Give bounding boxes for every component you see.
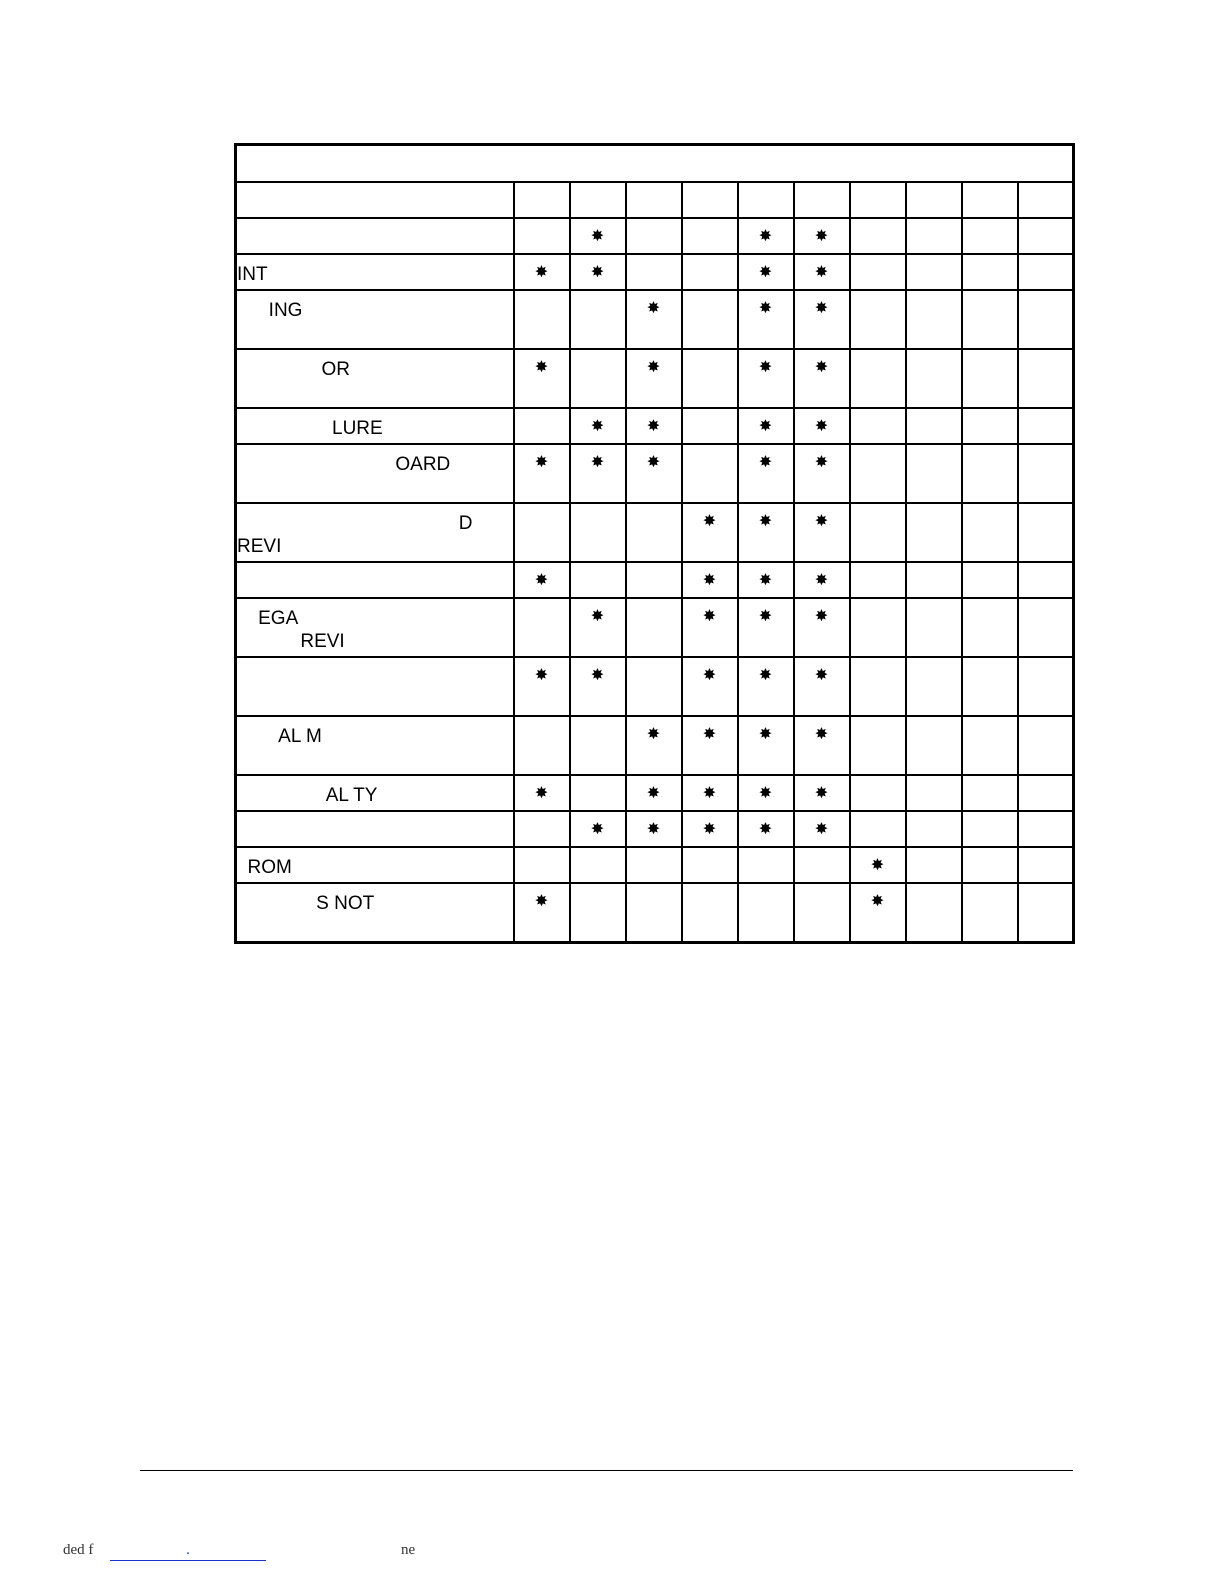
row-label: ING: [237, 300, 303, 321]
footer-rule: [140, 1470, 1073, 1471]
asterisk-icon: ✸: [814, 357, 829, 376]
mark-cell: [850, 349, 906, 408]
mark-cell: [1018, 716, 1074, 775]
row-label: EGA REVI: [258, 608, 345, 652]
asterisk-icon: ✸: [758, 298, 773, 317]
mark-cell: [962, 775, 1018, 811]
table-header-row: [236, 182, 1074, 218]
asterisk-icon: ✸: [758, 262, 773, 281]
mark-cell: [1018, 349, 1074, 408]
asterisk-icon: ✸: [590, 416, 605, 435]
table-row: [236, 883, 1074, 943]
row-label-cell: [236, 657, 514, 716]
mark-cell: [794, 254, 850, 290]
row-label: S NOT: [237, 893, 375, 914]
mark-cell: [794, 290, 850, 349]
mark-cell: [514, 811, 570, 847]
mark-cell: [962, 598, 1018, 657]
mark-cell: [738, 408, 794, 444]
mark-cell: [850, 408, 906, 444]
mark-cell: [906, 290, 962, 349]
mark-cell: [682, 562, 738, 598]
mark-cell: [1018, 408, 1074, 444]
mark-cell: [906, 775, 962, 811]
mark-cell: [850, 811, 906, 847]
mark-cell: [906, 811, 962, 847]
row-label-cell: [236, 562, 514, 598]
mark-cell: [738, 811, 794, 847]
asterisk-icon: ✸: [646, 298, 661, 317]
mark-cell: [962, 811, 1018, 847]
mark-cell: [514, 847, 570, 883]
mark-cell: [514, 657, 570, 716]
asterisk-icon: ✸: [534, 891, 549, 910]
mark-cell: [794, 218, 850, 254]
asterisk-icon: ✸: [534, 262, 549, 281]
mark-cell: [850, 444, 906, 503]
asterisk-icon: ✸: [534, 665, 549, 684]
mark-cell: [570, 775, 626, 811]
mark-cell: [906, 444, 962, 503]
row-label-cell: [236, 408, 514, 444]
mark-cell: [850, 883, 906, 943]
mark-cell: [514, 349, 570, 408]
row-label: OARD: [237, 454, 451, 475]
mark-cell: [682, 716, 738, 775]
mark-cell: [906, 503, 962, 562]
asterisk-icon: ✸: [814, 298, 829, 317]
table-row: [236, 218, 1074, 254]
mark-cell: [514, 503, 570, 562]
asterisk-icon: ✸: [646, 819, 661, 838]
asterisk-icon: ✸: [814, 452, 829, 471]
mark-cell: [626, 716, 682, 775]
asterisk-icon: ✸: [590, 452, 605, 471]
mark-cell: [850, 254, 906, 290]
mark-cell: [570, 254, 626, 290]
asterisk-icon: ✸: [590, 819, 605, 838]
asterisk-icon: ✸: [534, 783, 549, 802]
row-label: AL M: [237, 726, 322, 747]
mark-cell: [906, 562, 962, 598]
mark-cell: [570, 444, 626, 503]
mark-cell: [682, 811, 738, 847]
table-row: [236, 254, 1074, 290]
mark-cell: [794, 444, 850, 503]
mark-cell: [794, 883, 850, 943]
mark-cell: [962, 503, 1018, 562]
mark-cell: [626, 254, 682, 290]
asterisk-icon: ✸: [646, 357, 661, 376]
data-table: [234, 143, 1075, 944]
asterisk-icon: ✸: [758, 606, 773, 625]
table-row: [236, 598, 1074, 657]
mark-cell: [962, 290, 1018, 349]
mark-cell: [514, 716, 570, 775]
mark-cell: [738, 349, 794, 408]
mark-cell: [850, 775, 906, 811]
mark-cell: [1018, 657, 1074, 716]
asterisk-icon: ✸: [814, 226, 829, 245]
mark-cell: [570, 883, 626, 943]
table-title-row: [236, 145, 1074, 183]
mark-cell: [850, 598, 906, 657]
table-row: [236, 847, 1074, 883]
footer-left-text: ded f: [63, 1542, 94, 1558]
mark-cell: [682, 657, 738, 716]
footer-right-text: ne: [401, 1542, 416, 1558]
mark-cell: [682, 598, 738, 657]
asterisk-icon: ✸: [590, 262, 605, 281]
row-label-cell: [236, 218, 514, 254]
mark-cell: [738, 716, 794, 775]
table-row: [236, 503, 1074, 562]
asterisk-icon: ✸: [758, 452, 773, 471]
mark-cell: [682, 218, 738, 254]
mark-cell: [514, 254, 570, 290]
table-row: [236, 811, 1074, 847]
mark-cell: [626, 562, 682, 598]
mark-cell: [738, 775, 794, 811]
mark-cell: [626, 847, 682, 883]
mark-cell: [514, 883, 570, 943]
row-label-cell: [236, 883, 514, 943]
mark-cell: [1018, 218, 1074, 254]
mark-cell: [794, 775, 850, 811]
header-cell: [962, 182, 1018, 218]
mark-cell: [850, 290, 906, 349]
mark-cell: [682, 408, 738, 444]
table-row: [236, 444, 1074, 503]
mark-cell: [794, 598, 850, 657]
asterisk-icon: ✸: [814, 416, 829, 435]
header-cell: [738, 182, 794, 218]
row-label-cell: [236, 349, 514, 408]
mark-cell: [962, 408, 1018, 444]
mark-cell: [1018, 847, 1074, 883]
asterisk-icon: ✸: [758, 724, 773, 743]
mark-cell: [850, 847, 906, 883]
asterisk-icon: ✸: [814, 511, 829, 530]
mark-cell: [794, 716, 850, 775]
mark-cell: [682, 254, 738, 290]
asterisk-icon: ✸: [758, 511, 773, 530]
mark-cell: [1018, 444, 1074, 503]
asterisk-icon: ✸: [814, 606, 829, 625]
mark-cell: [738, 254, 794, 290]
mark-cell: [682, 503, 738, 562]
mark-cell: [850, 218, 906, 254]
row-label-cell: [236, 254, 514, 290]
mark-cell: [794, 657, 850, 716]
mark-cell: [794, 503, 850, 562]
asterisk-icon: ✸: [758, 665, 773, 684]
header-cell: [626, 182, 682, 218]
mark-cell: [1018, 811, 1074, 847]
mark-cell: [738, 562, 794, 598]
asterisk-icon: ✸: [534, 452, 549, 471]
mark-cell: [570, 562, 626, 598]
mark-cell: [570, 218, 626, 254]
asterisk-icon: ✸: [814, 783, 829, 802]
mark-cell: [570, 349, 626, 408]
mark-cell: [906, 847, 962, 883]
mark-cell: [682, 775, 738, 811]
mark-cell: [570, 716, 626, 775]
asterisk-icon: ✸: [758, 416, 773, 435]
table-row: [236, 775, 1074, 811]
mark-cell: [962, 349, 1018, 408]
row-label-cell: [236, 598, 514, 657]
mark-cell: [626, 290, 682, 349]
header-cell: [682, 182, 738, 218]
header-cell: [1018, 182, 1074, 218]
row-label: [237, 219, 513, 227]
mark-cell: [626, 218, 682, 254]
mark-cell: [794, 408, 850, 444]
mark-cell: [962, 847, 1018, 883]
row-label-cell: [236, 290, 514, 349]
row-label: [237, 563, 513, 571]
asterisk-icon: ✸: [702, 665, 717, 684]
asterisk-icon: ✸: [534, 570, 549, 589]
row-label-cell: [236, 847, 514, 883]
asterisk-icon: ✸: [702, 819, 717, 838]
header-cell: [514, 182, 570, 218]
mark-cell: [850, 503, 906, 562]
mark-cell: [738, 290, 794, 349]
table-row: [236, 657, 1074, 716]
mark-cell: [906, 657, 962, 716]
mark-cell: [906, 254, 962, 290]
mark-cell: [682, 444, 738, 503]
asterisk-icon: ✸: [870, 855, 885, 874]
mark-cell: [738, 218, 794, 254]
mark-cell: [514, 562, 570, 598]
mark-cell: [682, 290, 738, 349]
mark-cell: [738, 503, 794, 562]
mark-cell: [906, 408, 962, 444]
asterisk-icon: ✸: [814, 262, 829, 281]
row-label: [237, 658, 513, 666]
mark-cell: [570, 290, 626, 349]
table-row: [236, 562, 1074, 598]
row-label-cell: [236, 444, 514, 503]
asterisk-icon: ✸: [814, 570, 829, 589]
asterisk-icon: ✸: [758, 783, 773, 802]
mark-cell: [626, 503, 682, 562]
table-row: [236, 290, 1074, 349]
row-label-cell: [236, 716, 514, 775]
asterisk-icon: ✸: [758, 570, 773, 589]
mark-cell: [570, 847, 626, 883]
row-label: ROM: [237, 857, 292, 878]
table-body: [236, 145, 1074, 943]
mark-cell: [962, 218, 1018, 254]
asterisk-icon: ✸: [758, 819, 773, 838]
mark-cell: [906, 349, 962, 408]
mark-cell: [738, 847, 794, 883]
asterisk-icon: ✸: [702, 783, 717, 802]
mark-cell: [514, 408, 570, 444]
mark-cell: [906, 218, 962, 254]
asterisk-icon: ✸: [702, 511, 717, 530]
mark-cell: [794, 349, 850, 408]
mark-cell: [850, 716, 906, 775]
mark-cell: [1018, 254, 1074, 290]
asterisk-icon: ✸: [646, 724, 661, 743]
mark-cell: [794, 847, 850, 883]
mark-cell: [738, 883, 794, 943]
mark-cell: [906, 883, 962, 943]
header-cell: [236, 182, 514, 218]
mark-cell: [682, 883, 738, 943]
header-cell: [906, 182, 962, 218]
mark-cell: [626, 657, 682, 716]
mark-cell: [570, 408, 626, 444]
mark-cell: [962, 883, 1018, 943]
mark-cell: [570, 811, 626, 847]
mark-cell: [906, 716, 962, 775]
mark-cell: [962, 657, 1018, 716]
mark-cell: [570, 598, 626, 657]
mark-cell: [626, 598, 682, 657]
mark-cell: [1018, 562, 1074, 598]
asterisk-icon: ✸: [646, 416, 661, 435]
mark-cell: [626, 775, 682, 811]
mark-cell: [514, 775, 570, 811]
row-label: AL TY: [237, 785, 378, 806]
mark-cell: [1018, 883, 1074, 943]
asterisk-icon: ✸: [814, 819, 829, 838]
asterisk-icon: ✸: [590, 665, 605, 684]
mark-cell: [514, 290, 570, 349]
mark-cell: [626, 444, 682, 503]
mark-cell: [626, 349, 682, 408]
asterisk-icon: ✸: [702, 606, 717, 625]
table-title: [236, 145, 1074, 183]
table-row: [236, 716, 1074, 775]
mark-cell: [850, 562, 906, 598]
mark-cell: [626, 811, 682, 847]
mark-cell: [1018, 503, 1074, 562]
asterisk-icon: ✸: [702, 570, 717, 589]
mark-cell: [738, 598, 794, 657]
row-label: D REVI: [237, 513, 473, 557]
mark-cell: [1018, 598, 1074, 657]
asterisk-icon: ✸: [590, 226, 605, 245]
mark-cell: [682, 349, 738, 408]
mark-cell: [906, 598, 962, 657]
mark-cell: [962, 562, 1018, 598]
asterisk-icon: ✸: [814, 724, 829, 743]
mark-cell: [850, 657, 906, 716]
mark-cell: [514, 598, 570, 657]
asterisk-icon: ✸: [758, 226, 773, 245]
asterisk-icon: ✸: [702, 724, 717, 743]
mark-cell: [962, 254, 1018, 290]
mark-cell: [626, 883, 682, 943]
header-cell: [570, 182, 626, 218]
mark-cell: [626, 408, 682, 444]
mark-cell: [794, 562, 850, 598]
footer-link[interactable]: .: [110, 1542, 266, 1561]
mark-cell: [570, 657, 626, 716]
asterisk-icon: ✸: [814, 665, 829, 684]
mark-cell: [738, 657, 794, 716]
row-label-cell: [236, 503, 514, 562]
header-cell: [850, 182, 906, 218]
header-cell: [794, 182, 850, 218]
mark-cell: [962, 444, 1018, 503]
asterisk-icon: ✸: [646, 452, 661, 471]
mark-cell: [514, 218, 570, 254]
table-row: [236, 349, 1074, 408]
row-label: OR: [237, 359, 350, 380]
mark-cell: [962, 716, 1018, 775]
row-label: [237, 812, 513, 820]
mark-cell: [1018, 775, 1074, 811]
row-label: LURE: [237, 418, 383, 439]
mark-cell: [794, 811, 850, 847]
mark-cell: [738, 444, 794, 503]
mark-cell: [1018, 290, 1074, 349]
asterisk-icon: ✸: [758, 357, 773, 376]
mark-cell: [682, 847, 738, 883]
mark-cell: [570, 503, 626, 562]
asterisk-icon: ✸: [870, 891, 885, 910]
asterisk-icon: ✸: [590, 606, 605, 625]
mark-cell: [514, 444, 570, 503]
asterisk-icon: ✸: [646, 783, 661, 802]
row-label: INT: [237, 264, 268, 285]
table-row: [236, 408, 1074, 444]
row-label-cell: [236, 775, 514, 811]
row-label-cell: [236, 811, 514, 847]
asterisk-icon: ✸: [534, 357, 549, 376]
